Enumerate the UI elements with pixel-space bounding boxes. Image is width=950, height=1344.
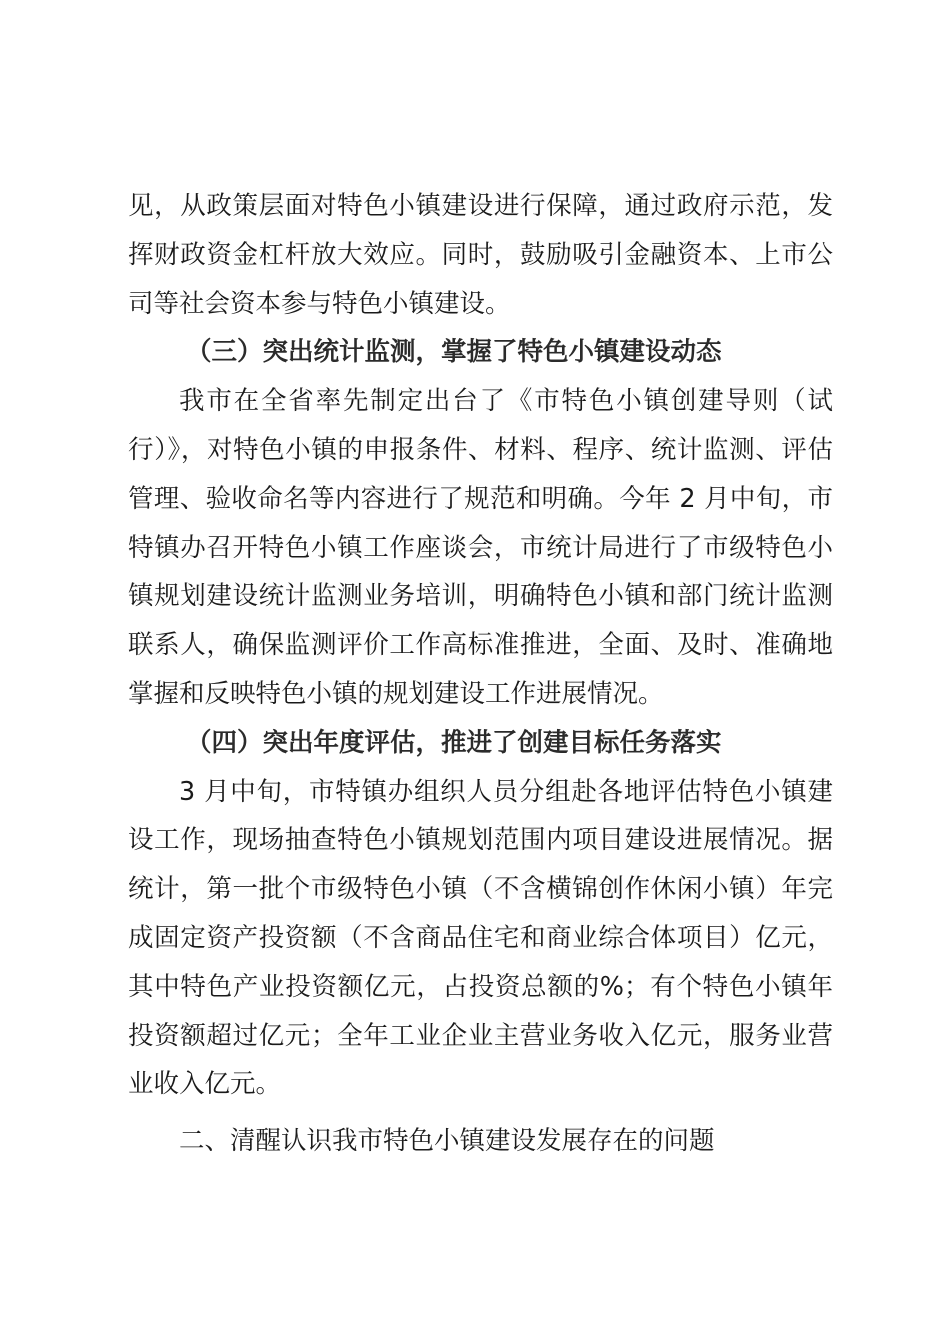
document-body [128,182,833,1166]
paragraph-annual-evaluation: 3 月中旬，市特镇办组织人员分组赴各地评估特色小镇建设工作，现场抽查特色小镇规划范围内项目建设进展情况。据统计，第一批个市级特色小镇（不含横锦创作休闲小镇）年完成固定资产投资额（不含商品住宅和商业综合体项目）亿元，其中特色产业投资额亿元，占投资总额的%；有个特色小镇年投资额超过亿元；全年工业企业主营业务收入亿元，服务业营业收入亿元。 [128,776,833,1100]
section-heading-two: 二、清醒认识我市特色小镇建设发展存在的问题 [179,1126,715,1157]
subheading-four: （四）突出年度评估，推进了创建目标任务落实 [186,727,722,758]
subheading-three: （三）突出统计监测，掌握了特色小镇建设动态 [186,337,722,368]
paragraph-continuation: 见，从政策层面对特色小镇建设进行保障，通过政府示范，发挥财政资金杠杆放大效应。同时，鼓励吸引金融资本、上市公司等社会资本参与特色小镇建设。 [128,191,833,319]
paragraph-statistics-monitoring: 我市在全省率先制定出台了《市特色小镇创建导则（试行）》，对特色小镇的申报条件、材料、程序、统计监测、评估管理、验收命名等内容进行了规范和明确。今年 2 月中旬，市特镇办召开特色小镇工作座谈会，市统计局进行了市级特色小镇规划建设统计监测业务培训，明确特色小镇和部门统计监测联系人，确保监测评价工作高标准推进，全面、及时、准确地掌握和反映特色小镇的规划建设工作进展情况。 [128,386,833,709]
